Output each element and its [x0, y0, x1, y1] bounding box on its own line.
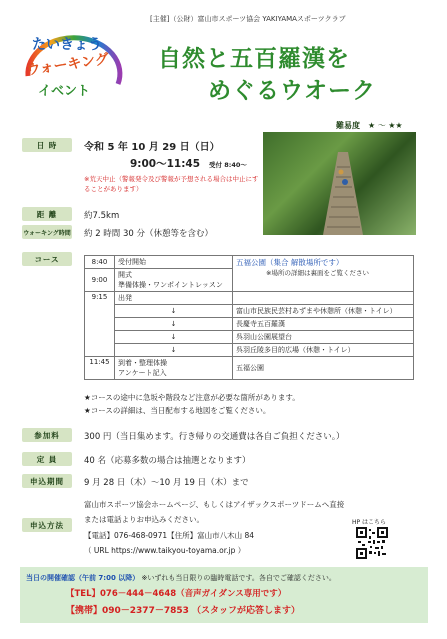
course-note-2: ★コースの詳細は、当日配布する地図をご覧ください。 — [84, 406, 271, 415]
logo-line-1: たいきょう — [32, 37, 102, 53]
footer-line-1 — [26, 573, 336, 583]
stairs-icon — [263, 132, 416, 235]
course-place: 富山市民族民芸村あずまや休憩所（休憩・トイレ） — [233, 305, 414, 318]
course-place: 長慶寺五百羅漢 — [233, 318, 414, 331]
hp-label: HP はこちら — [352, 519, 387, 526]
fee-value: 300 円（当日集めます。行き帰りの交通費は各自ご負担ください。） — [84, 432, 345, 442]
footer-mobile: 【携帯】090－2377－7853 （スタッフが応答します） — [66, 606, 301, 616]
course-place: 呉羽山公園展望台 — [233, 331, 414, 344]
course-activity — [115, 357, 233, 380]
apply-url: （ URL https://www.taikyou-toyama.or.jp ） — [84, 546, 246, 555]
apply-line-1: 富山市スポーツ協会ホームページ、もしくはアイザックスポーツドームへ直接 — [84, 500, 345, 509]
header — [0, 0, 447, 118]
course-note-1: ★コースの途中に急坂や階段など注意が必要な箇所があります。 — [84, 393, 300, 402]
difficulty-stars: ★ ～ ★★ — [368, 121, 403, 130]
logo-line-2: ウォーキング — [25, 51, 110, 79]
arrow-down-icon: ↓ — [115, 305, 233, 318]
footer-box — [20, 567, 428, 623]
period-label: 申込期間 — [22, 474, 72, 488]
qr-code-icon[interactable] — [356, 527, 388, 559]
confirm-title: 当日の開催確認（午前 7:00 以降） — [26, 574, 140, 582]
apply-label: 申込方法 — [22, 518, 72, 532]
departure-time: 9:15 — [91, 293, 108, 301]
course-time: 11:45 — [85, 357, 115, 380]
activity-survey: アンケート記入 — [118, 369, 167, 377]
logo-line-3: イベント — [38, 84, 91, 99]
time-value: 9:00～11:45 — [130, 158, 201, 170]
table-row — [85, 318, 414, 331]
course-activity — [115, 269, 233, 292]
capacity-value: 40 名（応募多数の場合は抽選となります） — [84, 456, 251, 466]
course-time: 8:40 — [85, 256, 115, 269]
date-label: 日 時 — [22, 138, 72, 152]
title-line-1: 自然と五百羅漢を — [158, 46, 350, 72]
reception-time: 受付 8:40～ — [209, 161, 247, 169]
course-place-blank — [233, 292, 414, 305]
activity-arrival: 到着・整理体操 — [118, 359, 167, 367]
arrow-down-icon: ↓ — [115, 344, 233, 357]
event-logo — [14, 14, 132, 114]
course-place-meet — [233, 256, 414, 292]
course-table — [84, 255, 414, 380]
distance-label: 距 離 — [22, 207, 72, 221]
arrow-down-icon: ↓ — [115, 331, 233, 344]
confirm-note: ※いずれも当日限りの臨時電話です。各自でご確認ください。 — [141, 574, 336, 582]
difficulty-label: 難易度 — [336, 121, 360, 130]
apply-phone-address: 【電話】076-468-0971【住所】富山市八木山 84 — [84, 531, 255, 540]
organizer-line: [主催]（公財）富山市スポーツ協会 YAKIYAMAスポーツクラブ — [150, 15, 346, 23]
course-time: 9:00 — [85, 269, 115, 292]
forest-stairs-photo — [263, 132, 416, 235]
walk-time-label: ウォーキング時間 — [22, 225, 72, 239]
capacity-label: 定 員 — [22, 452, 72, 466]
apply-line-2: または電話よりお申込みください。 — [84, 515, 204, 524]
table-row — [85, 344, 414, 357]
course-label: コース — [22, 252, 72, 266]
weather-note: ※荒天中止（警報発令及び警報が予想される場合は中止にすることがあります） — [84, 175, 259, 193]
table-row — [85, 357, 414, 380]
period-value: 9 月 28 日（木）～10 月 19 日（木）まで — [84, 478, 249, 488]
walk-time-value: 約 2 時間 30 分（休憩等を含む） — [84, 229, 214, 239]
table-row — [85, 305, 414, 318]
activity-opening: 開式 — [118, 271, 132, 279]
meeting-place-note: ※場所の詳細は裏面をご覧ください — [266, 269, 369, 277]
title-line-2: めぐるウオーク — [208, 78, 376, 104]
course-activity: 受付開始 — [115, 256, 233, 269]
course-time — [85, 292, 115, 357]
table-row — [85, 331, 414, 344]
course-place: 五福公園 — [233, 357, 414, 380]
activity-warmup: 準備体操・ワンポイントレッスン — [118, 281, 223, 289]
meeting-place: 五福公園（集合 解散場所です） — [236, 258, 344, 267]
course-place: 呉羽丘陵多目的広場（休憩・トイレ） — [233, 344, 414, 357]
course-activity: 出発 — [115, 292, 233, 305]
fee-label: 参加料 — [22, 428, 72, 442]
table-row — [85, 256, 414, 269]
date-value: 令和 5 年 10 月 29 日（日） — [84, 142, 220, 153]
distance-value: 約7.5km — [84, 211, 120, 221]
footer-tel: 【TEL】076－444－4648（音声ガイダンス専用です） — [66, 589, 287, 599]
table-row — [85, 292, 414, 305]
arrow-down-icon: ↓ — [115, 318, 233, 331]
